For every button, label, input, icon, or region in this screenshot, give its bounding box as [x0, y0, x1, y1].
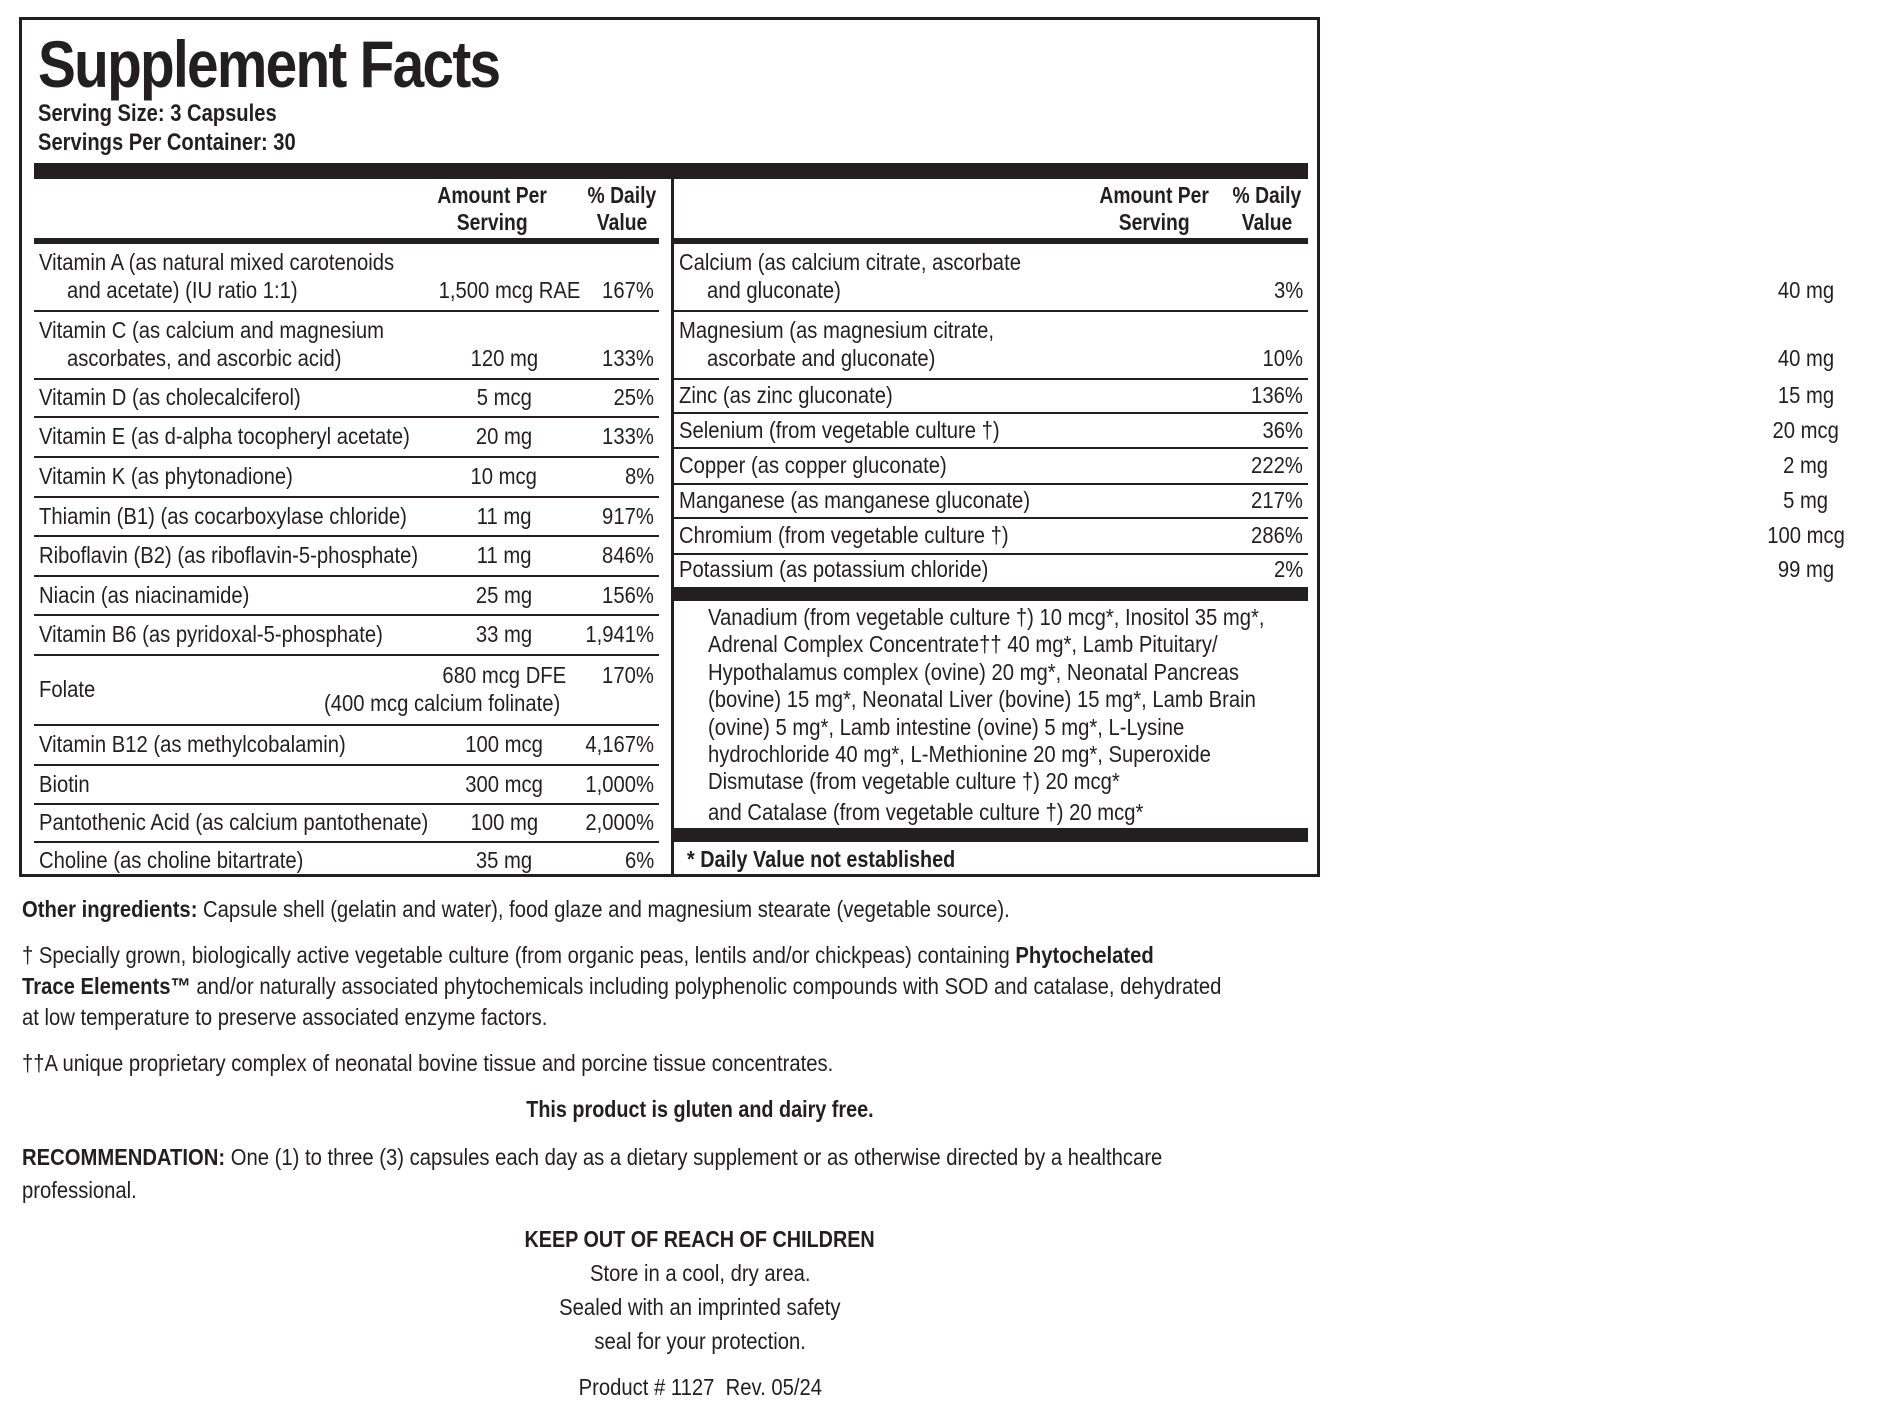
nutrient-name: Folate — [39, 676, 96, 702]
right-mid-thick-rule — [674, 587, 1308, 601]
left-row — [34, 498, 659, 537]
recommendation-label: RECOMMENDATION: — [22, 1144, 226, 1170]
right-row — [674, 244, 1835, 312]
nutrient-name: Vitamin B12 (as methylcobalamin) — [39, 731, 346, 757]
recommendation-line2: professional. — [22, 1177, 137, 1203]
left-row — [34, 244, 659, 312]
product-number: Product # 1127 Rev. 05/24 — [578, 1374, 822, 1400]
right-bottom-thick-rule — [674, 828, 1308, 842]
nutrient-amount: 20 mg — [475, 423, 533, 449]
right-row — [674, 485, 1829, 519]
nutrient-amount: 100 mcg — [465, 731, 543, 757]
left-row — [34, 843, 659, 881]
nutrient-daily-value: 2% — [1273, 556, 1303, 582]
gluten-note: This product is gluten and dairy free. — [526, 1096, 874, 1122]
nutrient-name: Niacin (as niacinamide) — [39, 581, 250, 608]
nutrient-name: Biotin — [39, 770, 90, 797]
other-line: Hypothalamus complex (ovine) 20 mg*, Neonatal Pancreas — [708, 658, 1240, 685]
nutrient-name: Copper (as copper gluconate) — [679, 452, 947, 478]
nutrient-amount: 11 mg — [476, 542, 532, 568]
nutrient-daily-value: 3% — [1273, 277, 1303, 303]
nutrient-name: Pantothenic Acid (as calcium pantothenate) — [39, 809, 429, 835]
nutrient-daily-value: 167% — [602, 277, 654, 303]
nutrient-name: Selenium (from vegetable culture †) — [679, 416, 1000, 443]
seal-note-line2: seal for your protection. — [594, 1328, 806, 1354]
nutrient-daily-value: 1,000% — [585, 770, 654, 797]
nutrient-daily-value: 136% — [1251, 382, 1303, 408]
left-amount-header: Amount Per Serving — [437, 182, 547, 235]
left-row — [34, 616, 659, 656]
nutrient-amount: 10 mcg — [470, 463, 538, 489]
nutrient-name: Vitamin B6 (as pyridoxal-5-phosphate) — [39, 621, 383, 647]
daily-value-note: * Daily Value not established — [687, 846, 956, 872]
nutrient-name: Manganese (as manganese gluconate) — [679, 487, 1031, 513]
nutrient-amount: 33 mg — [475, 621, 533, 647]
nutrient-daily-value: 846% — [602, 542, 654, 568]
nutrient-name: Chromium (from vegetable culture †) — [679, 522, 1009, 548]
nutrient-name: Vitamin E (as d-alpha tocopheryl acetate) — [39, 423, 410, 449]
nutrient-name: Zinc (as zinc gluconate) — [679, 382, 893, 408]
nutrient-daily-value: 170% — [602, 662, 654, 688]
nutrient-daily-value: 1,941% — [585, 621, 654, 647]
right-row — [674, 449, 1829, 485]
right-row — [674, 312, 1835, 380]
nutrient-name: Riboflavin (B2) (as riboflavin-5-phosphate) — [39, 542, 419, 568]
nutrient-amount: 20 mcg — [1772, 416, 1840, 443]
nutrient-name: Choline (as choline bitartrate) — [39, 847, 304, 873]
right-row — [674, 519, 1845, 555]
nutrient-name: Vitamin K (as phytonadione) — [39, 463, 293, 489]
other-ingredients-label: Other ingredients: — [22, 896, 198, 922]
servings-per-container: Servings Per Container: 30 — [38, 129, 296, 156]
storage-note: Store in a cool, dry area. — [589, 1260, 811, 1286]
nutrient-amount: 15 mg — [1777, 382, 1835, 408]
nutrient-daily-value: 10% — [1262, 345, 1303, 371]
nutrient-daily-value: 286% — [1251, 522, 1303, 548]
left-row — [34, 656, 659, 726]
left-row — [34, 766, 659, 805]
panel-title: Supplement Facts — [38, 27, 500, 101]
right-dv-header: % Daily Value — [1232, 182, 1302, 235]
left-row — [34, 805, 659, 843]
nutrient-daily-value: 2,000% — [585, 809, 654, 835]
nutrient-amount: 99 mg — [1777, 556, 1835, 582]
nutrient-amount: 100 mcg — [1767, 522, 1845, 548]
other-ingredients-text: Capsule shell (gelatin and water), food glaze and magnesium stearate (vegetable source). — [197, 896, 1010, 922]
other-ingredients-block — [708, 604, 1338, 826]
other-line: hydrochloride 40 mg*, L-Methionine 20 mg*, Superoxide — [708, 741, 1211, 768]
dagger-note-line1: † Specially grown, biologically active vegetable culture (from organic peas, lentils and/or chickpeas) containing Phytochelated — [22, 942, 1154, 968]
right-amount-header: Amount Per Serving — [1099, 182, 1209, 235]
left-row — [34, 418, 659, 458]
nutrient-daily-value: 133% — [602, 423, 654, 449]
nutrient-amount: 25 mg — [475, 581, 533, 608]
recommendation-line1: RECOMMENDATION: One (1) to three (3) capsules each day as a dietary supplement or as otherwise directed by a healthcare — [22, 1144, 1163, 1170]
seal-note-line1: Sealed with an imprinted safety — [559, 1294, 841, 1320]
nutrient-daily-value: 217% — [1251, 487, 1303, 513]
nutrient-amount: 40 mg — [1777, 345, 1835, 371]
nutrient-amount: 35 mg — [475, 847, 533, 873]
other-line: Adrenal Complex Concentrate†† 40 mg*, Lamb Pituitary/ — [708, 631, 1218, 658]
nutrient-amount: 11 mg — [476, 502, 532, 529]
other-line: and Catalase (from vegetable culture †) 20 mcg* — [708, 798, 1144, 825]
nutrient-daily-value: 222% — [1251, 452, 1303, 478]
left-row — [34, 537, 659, 577]
serving-size: Serving Size: 3 Capsules — [38, 100, 277, 127]
nutrient-daily-value: 36% — [1262, 416, 1303, 443]
nutrient-daily-value: 917% — [602, 502, 654, 529]
nutrient-daily-value: 6% — [624, 847, 654, 873]
other-line: Vanadium (from vegetable culture †) 10 mcg*, Inositol 35 mg*, — [708, 604, 1265, 630]
other-line: (ovine) 5 mg*, Lamb intestine (ovine) 5 mg*, L-Lysine — [708, 713, 1185, 740]
nutrient-daily-value: 4,167% — [585, 731, 654, 757]
keep-out-warning: KEEP OUT OF REACH OF CHILDREN — [524, 1226, 876, 1252]
left-row — [34, 380, 659, 418]
other-line: Dismutase (from vegetable culture †) 20 mcg* — [708, 768, 1120, 795]
left-row — [34, 312, 659, 380]
nutrient-name: Vitamin A (as natural mixed carotenoids and acetate) (IU ratio 1:1) — [39, 249, 395, 303]
nutrient-amount: 120 mg — [470, 345, 538, 371]
nutrient-amount: 300 mcg — [465, 770, 543, 797]
dagger-note-line2: Trace Elements™ and/or naturally associated phytochemicals including polyphenolic compounds with SOD and catalase, dehydrated — [22, 973, 1222, 999]
nutrient-name: Vitamin C (as calcium and magnesium ascorbates, and ascorbic acid) — [39, 317, 384, 371]
header-thick-rule — [34, 163, 1308, 179]
nutrient-daily-value: 156% — [602, 581, 654, 608]
nutrient-name: Vitamin D (as cholecalciferol) — [39, 384, 301, 410]
left-row — [34, 577, 659, 616]
nutrient-daily-value: 133% — [602, 345, 654, 371]
left-row — [34, 726, 659, 766]
double-dagger-note: ††A unique proprietary complex of neonatal bovine tissue and porcine tissue concentrates. — [22, 1050, 834, 1076]
right-row — [674, 555, 1835, 587]
nutrient-name: Calcium (as calcium citrate, ascorbate and gluconate) — [679, 249, 1021, 303]
dagger-note-line3: at low temperature to preserve associated enzyme factors. — [22, 1004, 548, 1030]
nutrient-amount: 40 mg — [1777, 277, 1835, 303]
nutrient-amount: 2 mg — [1783, 452, 1829, 478]
nutrient-name: Potassium (as potassium chloride) — [679, 556, 989, 582]
nutrient-amount-note: (400 mcg calcium folinate) — [324, 690, 561, 716]
left-row — [34, 458, 659, 498]
nutrient-daily-value: 8% — [624, 463, 654, 489]
nutrient-amount: 100 mg — [470, 809, 538, 835]
nutrient-name: Thiamin (B1) (as cocarboxylase chloride) — [39, 502, 407, 529]
other-line: (bovine) 15 mg*, Neonatal Liver (bovine) 15 mg*, Lamb Brain — [708, 686, 1256, 713]
nutrient-amount: 680 mcg DFE — [442, 662, 566, 688]
right-row — [674, 414, 1840, 449]
nutrient-name: Magnesium (as magnesium citrate, ascorbate and gluconate) — [679, 317, 994, 371]
right-row — [674, 380, 1835, 414]
other-ingredients — [22, 894, 1144, 925]
nutrient-amount: 5 mcg — [476, 384, 532, 410]
nutrient-amount: 1,500 mcg RAE — [438, 277, 581, 303]
supplement-facts-panel — [19, 17, 1845, 877]
nutrient-amount: 5 mg — [1783, 487, 1829, 513]
nutrient-daily-value: 25% — [613, 384, 654, 410]
left-dv-header: % Daily Value — [587, 182, 657, 235]
